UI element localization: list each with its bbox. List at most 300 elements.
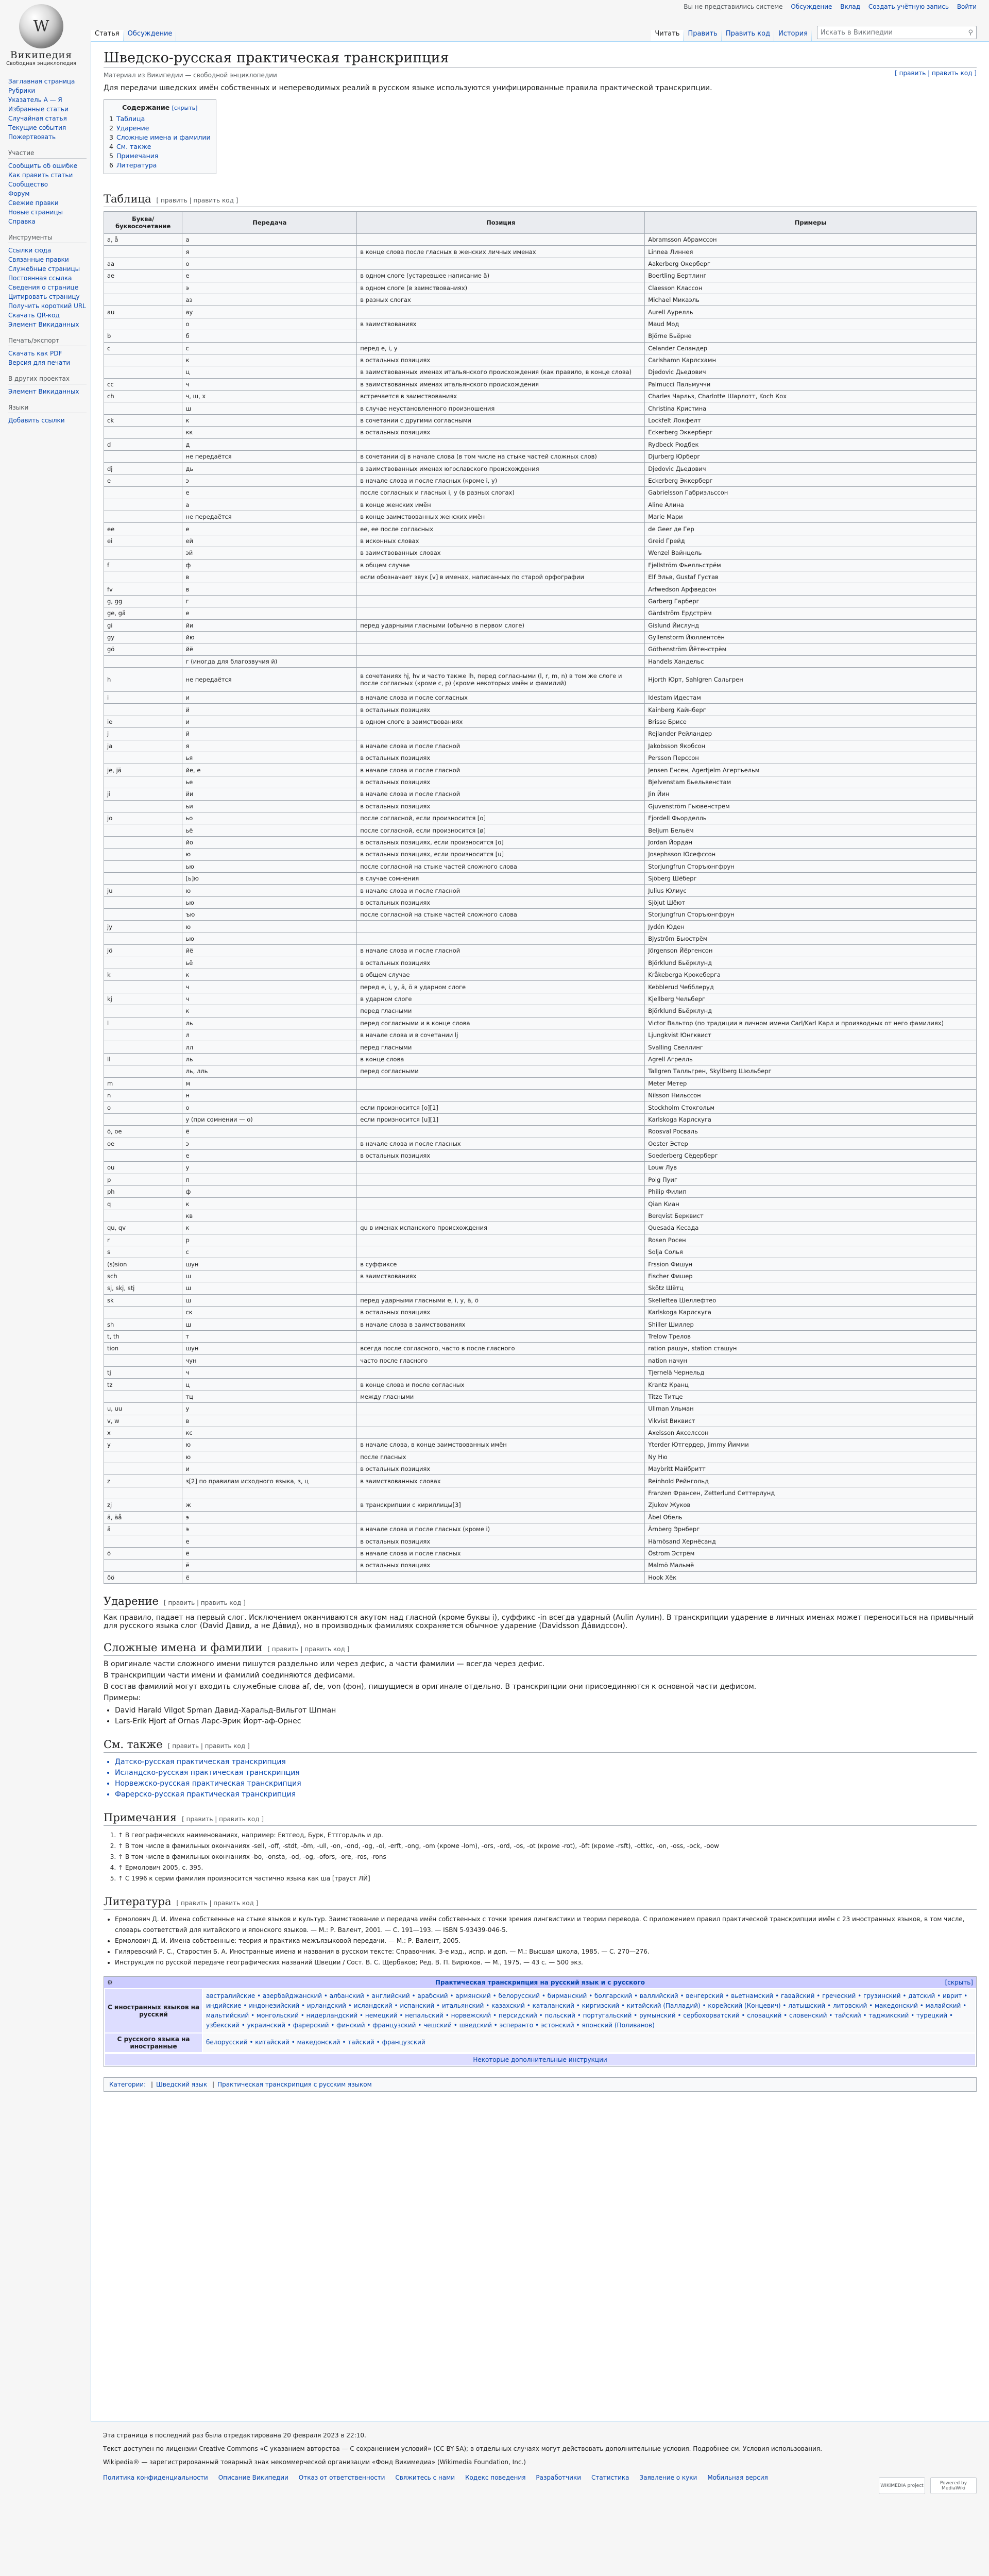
wikipedia-logo[interactable] — [5, 4, 77, 66]
table-cell: Kainberg Кайнберг — [645, 704, 977, 716]
footer-link[interactable]: Политика конфиденциальности — [103, 2474, 208, 2481]
table-cell — [104, 1041, 182, 1053]
anon-notice: Вы не представились системе — [684, 3, 783, 10]
table-cell: ль — [182, 1017, 357, 1029]
table-cell — [357, 1198, 645, 1210]
table-cell: ä — [104, 1523, 182, 1535]
table-cell: sk — [104, 1294, 182, 1306]
table-cell — [357, 595, 645, 607]
table-cell: c — [104, 342, 182, 354]
table-cell: Fjordell Фьорделль — [645, 812, 977, 824]
table-row — [104, 270, 977, 282]
table-cell: Titze Титце — [645, 1391, 977, 1402]
table-row — [104, 559, 977, 571]
table-cell: Östrom Эстрём — [645, 1547, 977, 1559]
table-cell: f — [104, 559, 182, 571]
table-cell: в общем случае — [357, 559, 645, 571]
table-row — [104, 571, 977, 583]
table-cell — [104, 1065, 182, 1077]
table-cell: ч — [182, 981, 357, 993]
gear-icon[interactable]: ⚙ — [107, 1978, 113, 1986]
table-cell: аэ — [182, 294, 357, 306]
toc-number: 3 — [109, 133, 113, 141]
section-title: Литература — [104, 1895, 172, 1908]
table-cell: sch — [104, 1270, 182, 1282]
table-cell: в суффиксе — [357, 1258, 645, 1270]
footer-link[interactable]: Отказ от ответственности — [298, 2474, 385, 2481]
table-cell — [104, 933, 182, 944]
toc-item[interactable] — [109, 142, 211, 151]
sidebar-item[interactable]: Элемент Викиданных — [8, 388, 79, 395]
sidebar-portal — [8, 77, 87, 141]
table-cell — [104, 246, 182, 258]
table-cell: Gärdström Ердстрём — [645, 607, 977, 619]
sidebar-portal — [8, 337, 87, 367]
table-row — [104, 463, 977, 474]
table-cell: Gislund Йислунд — [645, 619, 977, 631]
intro-edit-links[interactable]: [ править | править код ] — [895, 70, 977, 77]
table-cell: перед гласными — [357, 1041, 645, 1053]
table-cell: ью — [182, 896, 357, 908]
table-cell: к — [182, 1198, 357, 1210]
sidebar-item[interactable]: Версия для печати — [8, 359, 71, 366]
table-cell: с — [182, 1246, 357, 1258]
search-icon[interactable]: ⚲ — [968, 28, 973, 37]
table-cell — [357, 1403, 645, 1415]
table-cell: в разных слогах — [357, 294, 645, 306]
table-cell: fv — [104, 583, 182, 595]
table-cell: дь — [182, 463, 357, 474]
footer-link[interactable]: Кодекс поведения — [465, 2474, 526, 2481]
table-cell: ё — [182, 1126, 357, 1138]
sidebar-item[interactable]: Скачать как PDF — [8, 350, 62, 357]
table-cell: перед согласными и в конце слова — [357, 1017, 645, 1029]
section-literature-heading — [104, 1895, 977, 1910]
table-row — [104, 1162, 977, 1174]
table-cell — [104, 1535, 182, 1547]
sidebar-item[interactable]: Случайная статья — [8, 115, 67, 122]
login-link[interactable]: Войти — [957, 3, 977, 10]
tagline-text: Материал из Википедии — свободной энциклопедии — [104, 72, 277, 79]
category-link[interactable]: Практическая транскрипция с русским языком — [217, 2080, 372, 2088]
section-edit-link[interactable]: [ править | править код ] — [267, 1645, 350, 1653]
table-of-contents — [104, 99, 216, 174]
tab-history[interactable]: История — [774, 30, 812, 41]
table-row — [104, 752, 977, 764]
table-cell: часто после гласного — [357, 1354, 645, 1366]
table-row — [104, 1246, 977, 1258]
table-cell: ю — [182, 849, 357, 860]
table-cell — [104, 655, 182, 667]
table-cell — [357, 1174, 645, 1185]
table-row — [104, 294, 977, 306]
toc-item[interactable] — [109, 161, 211, 170]
table-row — [104, 258, 977, 269]
table-cell: qu в именах испанского происхождения — [357, 1222, 645, 1234]
table-cell: ч — [182, 378, 357, 390]
sidebar-item[interactable]: Новые страницы — [8, 209, 63, 216]
table-row — [104, 1005, 977, 1017]
create-account-link[interactable]: Создать учётную запись — [868, 3, 949, 10]
table-cell: в заимствованных именах итальянского происхождения (как правило, в конце слова) — [357, 366, 645, 378]
sidebar-portal-title: Печать/экспорт — [8, 337, 87, 346]
table-cell: ф — [182, 1186, 357, 1198]
table-cell: ш — [182, 402, 357, 414]
table-cell — [104, 776, 182, 788]
table-cell — [104, 1306, 182, 1318]
table-cell: Jörgenson Йёргенсон — [645, 945, 977, 957]
table-cell: в сочетании с другими согласными — [357, 414, 645, 426]
section-edit-link[interactable]: [ править | править код ] — [163, 1599, 246, 1606]
table-cell: Boertling Бертлинг — [645, 270, 977, 282]
table-cell: Reinhold Рейнгольд — [645, 1475, 977, 1487]
table-cell: Kjellberg Чельберг — [645, 993, 977, 1005]
table-row — [104, 1234, 977, 1246]
table-cell: йё — [182, 643, 357, 655]
table-cell: g, gg — [104, 595, 182, 607]
table-cell: к — [182, 1222, 357, 1234]
tab-edit[interactable]: Править — [684, 30, 721, 41]
sidebar-item[interactable]: Форум — [8, 190, 30, 197]
table-cell: в остальных позициях — [357, 776, 645, 788]
table-cell: ck — [104, 414, 182, 426]
table-cell: gi — [104, 619, 182, 631]
table-cell: Sjöberg Шёберг — [645, 872, 977, 884]
toc-link[interactable]: См. также — [116, 143, 151, 150]
section-edit-link[interactable]: [ править | править код ] — [156, 197, 238, 204]
table-cell: ьи — [182, 800, 357, 812]
table-cell: Karlskoga Карлскуга — [645, 1113, 977, 1125]
table-cell: Malmö Мальмё — [645, 1560, 977, 1571]
toc-link[interactable]: Таблица — [116, 115, 145, 123]
table-cell — [357, 1282, 645, 1294]
namespace-tabs — [91, 21, 176, 41]
sidebar-item[interactable]: Пожертвовать — [8, 133, 56, 141]
table-cell — [104, 511, 182, 522]
footer-link[interactable]: Заявление о куки — [639, 2474, 697, 2481]
table-row — [104, 1017, 977, 1029]
table-cell: в сочетаниях hj, hv и часто также lh, перед согласными (l, r, m, n) в том же слоге и после согласных (кроме c, p) (кроме некоторых имён и фамилий) — [357, 668, 645, 692]
table-cell: в транскрипции с кириллицы[3] — [357, 1499, 645, 1511]
categories-label[interactable]: Категории: — [109, 2080, 146, 2088]
table-cell: ration рашун, station сташун — [645, 1343, 977, 1354]
table-row — [104, 607, 977, 619]
table-cell: Härnösand Хернёсанд — [645, 1535, 977, 1547]
toc-link[interactable]: Ударение — [116, 124, 149, 132]
table-cell: ge, gä — [104, 607, 182, 619]
table-row — [104, 378, 977, 390]
table-cell — [104, 872, 182, 884]
table-cell: о — [182, 318, 357, 330]
toc-link[interactable]: Сложные имена и фамилии — [116, 133, 211, 141]
footer-link[interactable]: Свяжитесь с нами — [395, 2474, 455, 2481]
table-cell: Elf Эльв, Gustaf Густав — [645, 571, 977, 583]
table-row — [104, 896, 977, 908]
table-row — [104, 583, 977, 595]
table-cell: э — [182, 1138, 357, 1149]
table-cell: Palmucci Пальмуччи — [645, 378, 977, 390]
table-row — [104, 1547, 977, 1559]
table-cell: ч — [182, 993, 357, 1005]
table-cell: Linnea Линнея — [645, 246, 977, 258]
table-cell: Christina Кристина — [645, 402, 977, 414]
table-cell: dj — [104, 463, 182, 474]
table-cell: после гласных — [357, 1451, 645, 1463]
table-cell: Fischer Фишер — [645, 1270, 977, 1282]
table-row — [104, 1222, 977, 1234]
table-cell — [104, 1149, 182, 1161]
table-cell: Meter Метер — [645, 1077, 977, 1089]
toc-toggle[interactable]: [скрыть] — [172, 105, 198, 111]
table-cell — [357, 1077, 645, 1089]
table-cell: всегда после согласного, часто в после гласного — [357, 1343, 645, 1354]
table-cell — [104, 282, 182, 294]
table-row — [104, 1560, 977, 1571]
sidebar-item[interactable]: Ссылки сюда — [8, 247, 52, 254]
section-edit-link[interactable]: [ править | править код ] — [176, 1899, 259, 1907]
table-row — [104, 342, 977, 354]
table-cell: o — [104, 1101, 182, 1113]
sidebar-portal-title: В других проектах — [8, 375, 87, 384]
navbox — [104, 1976, 977, 2067]
table-cell: ью — [182, 933, 357, 944]
table-cell: au — [104, 306, 182, 318]
table-header: Передача — [182, 212, 357, 234]
toc-link[interactable]: Литература — [116, 161, 157, 169]
table-cell: йи — [182, 619, 357, 631]
literature-item: • Гиляревский Р. С., Старостин Б. А. Иностранные имена и названия в русском тексте: Справочник. 3-е изд., испр. и доп. — М.: Высшая школа, 1985. — С. 270—276. — [115, 1946, 977, 1957]
table-cell: ю — [182, 885, 357, 896]
footer-link[interactable]: Разработчики — [536, 2474, 582, 2481]
sidebar-portal-title: Участие — [8, 149, 87, 159]
table-cell — [104, 896, 182, 908]
toc-item[interactable] — [109, 133, 211, 142]
toc-item[interactable] — [109, 124, 211, 133]
table-cell — [357, 306, 645, 318]
see-also-link[interactable]: • Исландско-русская практическая транскрипция — [115, 1768, 977, 1778]
table-row — [104, 306, 977, 318]
table-row — [104, 354, 977, 366]
tab-edit-source[interactable]: Править код — [722, 30, 774, 41]
table-cell: Tallgren Талльгрен, Skyllberg Шюльберг — [645, 1065, 977, 1077]
table-cell: в случае неустановленного произношения — [357, 402, 645, 414]
table-cell: кс — [182, 1427, 357, 1438]
table-cell: Quesada Кесада — [645, 1222, 977, 1234]
table-row — [104, 1306, 977, 1318]
sidebar-item[interactable]: Сообщить об ошибке — [8, 162, 78, 170]
table-cell: перед согласными — [357, 1065, 645, 1077]
table-cell: йо — [182, 836, 357, 848]
sidebar-item[interactable]: Указатель А — Я — [8, 96, 62, 104]
table-cell — [104, 1560, 182, 1571]
table-row — [104, 1077, 977, 1089]
table-cell: в одном слоге в заимствованиях — [357, 716, 645, 727]
table-row — [104, 1475, 977, 1487]
sidebar-item[interactable]: Элемент Викиданных — [8, 321, 79, 328]
sidebar-item[interactable]: Скачать QR-код — [8, 312, 60, 319]
table-cell: sh — [104, 1318, 182, 1330]
table-cell: в заимствованиях — [357, 318, 645, 330]
table-cell: Beljum Бельём — [645, 824, 977, 836]
table-cell: в остальных позициях — [357, 704, 645, 716]
table-cell: йе, е — [182, 764, 357, 776]
table-cell: sj, skj, stj — [104, 1282, 182, 1294]
table-cell: в начале слова и после гласной — [357, 764, 645, 776]
table-cell: gy — [104, 631, 182, 643]
table-cell — [104, 1487, 182, 1499]
toc-link[interactable]: Примечания — [116, 152, 159, 160]
table-cell: Garberg Гарберг — [645, 595, 977, 607]
table-cell: после согласной, если произносится [ø] — [357, 824, 645, 836]
table-cell — [104, 354, 182, 366]
table-cell: Brisse Брисе — [645, 716, 977, 727]
table-cell: д — [182, 438, 357, 450]
table-cell: Rydbeck Рюдбек — [645, 438, 977, 450]
navbox-toggle[interactable]: [скрыть] — [945, 1978, 973, 1986]
table-row — [104, 1354, 977, 1366]
toc-item[interactable] — [109, 151, 211, 161]
tab-article[interactable]: Статья — [91, 30, 124, 41]
table-cell: после согласной на стыке частей сложного слова — [357, 909, 645, 921]
sidebar-item[interactable]: Заглавная страница — [8, 78, 75, 85]
table-row — [104, 1282, 977, 1294]
section-edit-link[interactable]: [ править | править код ] — [182, 1815, 264, 1823]
mediawiki-badge[interactable]: Powered by MediaWiki — [930, 2477, 977, 2494]
table-row — [104, 921, 977, 933]
table-cell: p — [104, 1174, 182, 1185]
names-examples-list — [115, 1705, 977, 1727]
table-cell — [104, 1451, 182, 1463]
table-cell: s — [104, 1246, 182, 1258]
table-cell: после согласной на стыке частей сложного слова — [357, 860, 645, 872]
sidebar-portal — [8, 375, 87, 396]
navbox-bottom-link[interactable]: Некоторые дополнительные инструкции — [105, 2054, 975, 2065]
list-item: • David Harald Vilgot Spman Давид-Харальд-Вильгот Шпман — [115, 1705, 977, 1716]
table-cell: Maybritt Майбритт — [645, 1463, 977, 1475]
table-cell: в начале слова и после гласной — [357, 740, 645, 752]
wikimedia-badge[interactable]: WIKIMEDIA project — [879, 2477, 925, 2494]
section-title: Примечания — [104, 1811, 177, 1824]
globe-icon: W — [19, 4, 63, 48]
table-row — [104, 981, 977, 993]
table-row — [104, 1186, 977, 1198]
table-cell: в начале слова в заимствованиях — [357, 1318, 645, 1330]
table-cell: е — [182, 1535, 357, 1547]
footer-link[interactable]: Описание Википедии — [218, 2474, 288, 2481]
see-also-link[interactable]: • Фарерско-русская практическая транскрипция — [115, 1789, 977, 1800]
sidebar-item[interactable]: Добавить ссылки — [8, 417, 65, 424]
table-row — [104, 438, 977, 450]
navbox-title[interactable]: Практическая транскрипция на русский язык и с русского — [435, 1978, 645, 1986]
table-cell: Djedovic Дьедович — [645, 366, 977, 378]
sidebar-item[interactable]: Избранные статьи — [8, 106, 69, 113]
navbox-list[interactable]: австралийские • азербайджанский • албанский • английский • арабский • армянский • белорусский • бирманский • болгарский • валлийский • венгерский • вьетнамский • гавайский • греческий • грузинский • датский • иврит • индийские • индонезийский • ирландский • исландский • испанский • итальянский • казахский • каталанский • киргизский • китайский (Палладий) • корейский (Концевич) • латышский • литовский • македонский • малайский • мальтийский • монгольский • нидерландский • немецкий • непальский • норвежский • персидский • польский • португальский • румынский • сербохорватский • словацкий • словенский • тайский • таджикский • турецкий • узбекский • украинский • фарерский • финский • французский • чешский • шведский • эсперанто • эстонский • японский (Поливанов) — [203, 1989, 975, 2032]
sidebar-item[interactable]: Рубрики — [8, 87, 36, 94]
table-cell: в конце слова и после согласных — [357, 1379, 645, 1391]
table-cell: (s)sion — [104, 1258, 182, 1270]
table-cell: ö — [104, 1547, 182, 1559]
see-also-link[interactable]: • Норвежско-русская практическая транскрипция — [115, 1778, 977, 1789]
table-row — [104, 234, 977, 246]
table-cell — [104, 487, 182, 499]
sidebar-item[interactable]: Текущие события — [8, 124, 66, 131]
table-cell — [104, 1005, 182, 1017]
table-row — [104, 1149, 977, 1161]
sidebar-item[interactable]: Свежие правки — [8, 199, 59, 207]
section-title: Таблица — [104, 193, 151, 205]
table-row — [104, 668, 977, 692]
table-cell: в остальных позициях — [357, 1535, 645, 1547]
table-cell — [357, 631, 645, 643]
table-cell — [357, 234, 645, 246]
table-cell: е — [182, 1149, 357, 1161]
sidebar-item[interactable]: Получить короткий URL — [8, 302, 86, 310]
tab-talk[interactable]: Обсуждение — [124, 30, 177, 41]
table-row — [104, 1439, 977, 1451]
tab-read[interactable]: Читать — [651, 30, 684, 41]
see-also-link[interactable]: • Датско-русская практическая транскрипция — [115, 1757, 977, 1768]
toc-item[interactable] — [109, 114, 211, 124]
table-cell: Storjungfrun Сторъюнгфрун — [645, 909, 977, 921]
table-cell: qu, qv — [104, 1222, 182, 1234]
table-cell: Zjukov Жуков — [645, 1499, 977, 1511]
table-cell: Aakerberg Окерберг — [645, 258, 977, 269]
footer-link[interactable]: Статистика — [591, 2474, 629, 2481]
table-cell — [357, 1366, 645, 1378]
search-input[interactable] — [817, 26, 977, 39]
user-contrib-link[interactable]: Вклад — [840, 3, 861, 10]
user-talk-link[interactable]: Обсуждение — [791, 3, 832, 10]
sidebar-item[interactable]: Постоянная ссылка — [8, 275, 72, 282]
table-row — [104, 1571, 977, 1583]
table-cell: Tjernelä Чернельд — [645, 1366, 977, 1378]
table-row — [104, 1089, 977, 1101]
section-edit-link[interactable]: [ править | править код ] — [167, 1742, 250, 1750]
sidebar-item[interactable]: Связанные правки — [8, 256, 69, 263]
table-cell — [357, 643, 645, 655]
sidebar-item[interactable]: Справка — [8, 218, 36, 225]
table-cell: ль — [182, 1053, 357, 1065]
category-link[interactable]: Шведский язык — [156, 2080, 208, 2088]
logo-wordmark: Википедия — [10, 49, 73, 61]
table-row — [104, 1523, 977, 1535]
sidebar-item[interactable]: Цитировать страницу — [8, 293, 80, 300]
sidebar-item[interactable]: Сведения о странице — [8, 284, 79, 291]
table-cell — [104, 824, 182, 836]
sidebar-item[interactable]: Сообщество — [8, 181, 48, 188]
table-cell: в начале слова и после гласных — [357, 1547, 645, 1559]
table-cell: йи — [182, 788, 357, 800]
sidebar-item[interactable]: Как править статьи — [8, 172, 73, 179]
table-cell: Poig Пуиг — [645, 1174, 977, 1185]
table-cell: Sjöjut Шёют — [645, 896, 977, 908]
sidebar-item[interactable]: Служебные страницы — [8, 265, 80, 273]
table-cell: в остальных позициях — [357, 1560, 645, 1571]
table-cell: ä, äå — [104, 1511, 182, 1523]
table-cell: Fjellström Фьелльстрём — [645, 559, 977, 571]
navbox-list[interactable]: белорусский • китайский • македонский • тайский • французский — [203, 2033, 975, 2052]
table-cell: в остальных позициях — [357, 1149, 645, 1161]
reference-item: 1. ↑ В географических наименованиях, например: Евтгеод, Бурк, Еттгордьль и др. — [118, 1830, 977, 1841]
table-row — [104, 1318, 977, 1330]
table-cell: р — [182, 1234, 357, 1246]
names-paragraph-1: В оригинале части сложного имени пишутся раздельно или через дефис, а части фамилии — всегда через дефис. — [104, 1659, 545, 1668]
table-cell: x — [104, 1427, 182, 1438]
table-cell: nation начун — [645, 1354, 977, 1366]
section-see-also-heading — [104, 1738, 977, 1753]
table-cell: ю — [182, 1451, 357, 1463]
footer-link[interactable]: Мобильная версия — [707, 2474, 768, 2481]
